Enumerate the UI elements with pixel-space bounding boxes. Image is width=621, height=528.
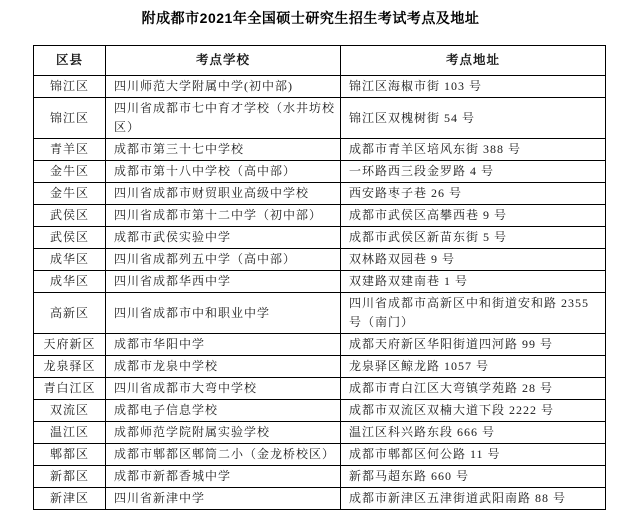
- table-row: [34, 422, 606, 444]
- school-cell: 成都市武侯实验中学: [106, 227, 341, 249]
- table-row: [34, 98, 606, 139]
- table-row: [34, 356, 606, 378]
- district-cell: 金牛区: [34, 161, 106, 183]
- address-cell: 一环路西三段金罗路 4 号: [341, 161, 606, 183]
- address-cell: 成都市青羊区培风东街 388 号: [341, 139, 606, 161]
- school-cell: 四川师范大学附属中学(初中部): [106, 76, 341, 98]
- table-row: [34, 488, 606, 510]
- school-cell: 成都市新都香城中学: [106, 466, 341, 488]
- address-cell: 成都市青白江区大弯镇学苑路 28 号: [341, 378, 606, 400]
- table-row: [34, 76, 606, 98]
- address-cell: 双建路双建南巷 1 号: [341, 271, 606, 293]
- school-cell: 四川省成都市大弯中学校: [106, 378, 341, 400]
- address-cell: 锦江区海椒市街 103 号: [341, 76, 606, 98]
- school-cell: 四川省成都列五中学（高中部）: [106, 249, 341, 271]
- school-cell: 成都市龙泉中学校: [106, 356, 341, 378]
- school-cell: 成都市第十八中学校（高中部）: [106, 161, 341, 183]
- address-cell: 西安路枣子巷 26 号: [341, 183, 606, 205]
- district-cell: 青羊区: [34, 139, 106, 161]
- address-cell: 成都市武侯区新苗东街 5 号: [341, 227, 606, 249]
- table-row: [34, 334, 606, 356]
- table-row: [34, 161, 606, 183]
- table-row: [34, 293, 606, 334]
- district-cell: 青白江区: [34, 378, 106, 400]
- header-row: [34, 46, 606, 76]
- table-row: [34, 249, 606, 271]
- header-district: 区县: [34, 46, 106, 76]
- address-cell: 新都马超东路 660 号: [341, 466, 606, 488]
- address-cell: 成都市郫都区何公路 11 号: [341, 444, 606, 466]
- table-row: [34, 400, 606, 422]
- district-cell: 成华区: [34, 271, 106, 293]
- table-row: [34, 271, 606, 293]
- school-cell: 四川省成都华西中学: [106, 271, 341, 293]
- district-cell: 锦江区: [34, 98, 106, 139]
- table-row: [34, 466, 606, 488]
- district-cell: 武侯区: [34, 205, 106, 227]
- table-row: [34, 205, 606, 227]
- address-cell: 成都天府新区华阳街道四河路 99 号: [341, 334, 606, 356]
- school-cell: 四川省成都市第十二中学（初中部）: [106, 205, 341, 227]
- district-cell: 双流区: [34, 400, 106, 422]
- school-cell: 成都电子信息学校: [106, 400, 341, 422]
- district-cell: 郫都区: [34, 444, 106, 466]
- table-row: [34, 227, 606, 249]
- address-cell: 四川省成都市高新区中和街道安和路 2355 号（南门）: [341, 293, 606, 334]
- school-cell: 四川省新津中学: [106, 488, 341, 510]
- district-cell: 龙泉驿区: [34, 356, 106, 378]
- header-address: 考点地址: [341, 46, 606, 76]
- district-cell: 天府新区: [34, 334, 106, 356]
- page-title: 附成都市2021年全国硕士研究生招生考试考点及地址: [141, 10, 480, 26]
- header-school: 考点学校: [106, 46, 341, 76]
- address-cell: 龙泉驿区鲸龙路 1057 号: [341, 356, 606, 378]
- district-cell: 武侯区: [34, 227, 106, 249]
- table-row: [34, 378, 606, 400]
- school-cell: 四川省成都市中和职业中学: [106, 293, 341, 334]
- district-cell: 成华区: [34, 249, 106, 271]
- exam-sites-table: [33, 45, 606, 510]
- school-cell: 四川省成都市七中育才学校（水井坊校区）: [106, 98, 341, 139]
- school-cell: 成都师范学院附属实验学校: [106, 422, 341, 444]
- district-cell: 温江区: [34, 422, 106, 444]
- table-row: [34, 183, 606, 205]
- address-cell: 成都市新津区五津街道武阳南路 88 号: [341, 488, 606, 510]
- school-cell: 成都市郫都区郫筒二小（金龙桥校区）: [106, 444, 341, 466]
- district-cell: 金牛区: [34, 183, 106, 205]
- district-cell: 锦江区: [34, 76, 106, 98]
- school-cell: 成都市第三十七中学校: [106, 139, 341, 161]
- school-cell: 成都市华阳中学: [106, 334, 341, 356]
- table-row: [34, 139, 606, 161]
- table-row: [34, 444, 606, 466]
- address-cell: 温江区科兴路东段 666 号: [341, 422, 606, 444]
- district-cell: 新津区: [34, 488, 106, 510]
- table-body: [34, 76, 606, 510]
- address-cell: 成都市武侯区高攀西巷 9 号: [341, 205, 606, 227]
- district-cell: 高新区: [34, 293, 106, 334]
- address-cell: 成都市双流区双楠大道下段 2222 号: [341, 400, 606, 422]
- district-cell: 新都区: [34, 466, 106, 488]
- address-cell: 锦江区双槐树街 54 号: [341, 98, 606, 139]
- school-cell: 四川省成都市财贸职业高级中学校: [106, 183, 341, 205]
- address-cell: 双林路双园巷 9 号: [341, 249, 606, 271]
